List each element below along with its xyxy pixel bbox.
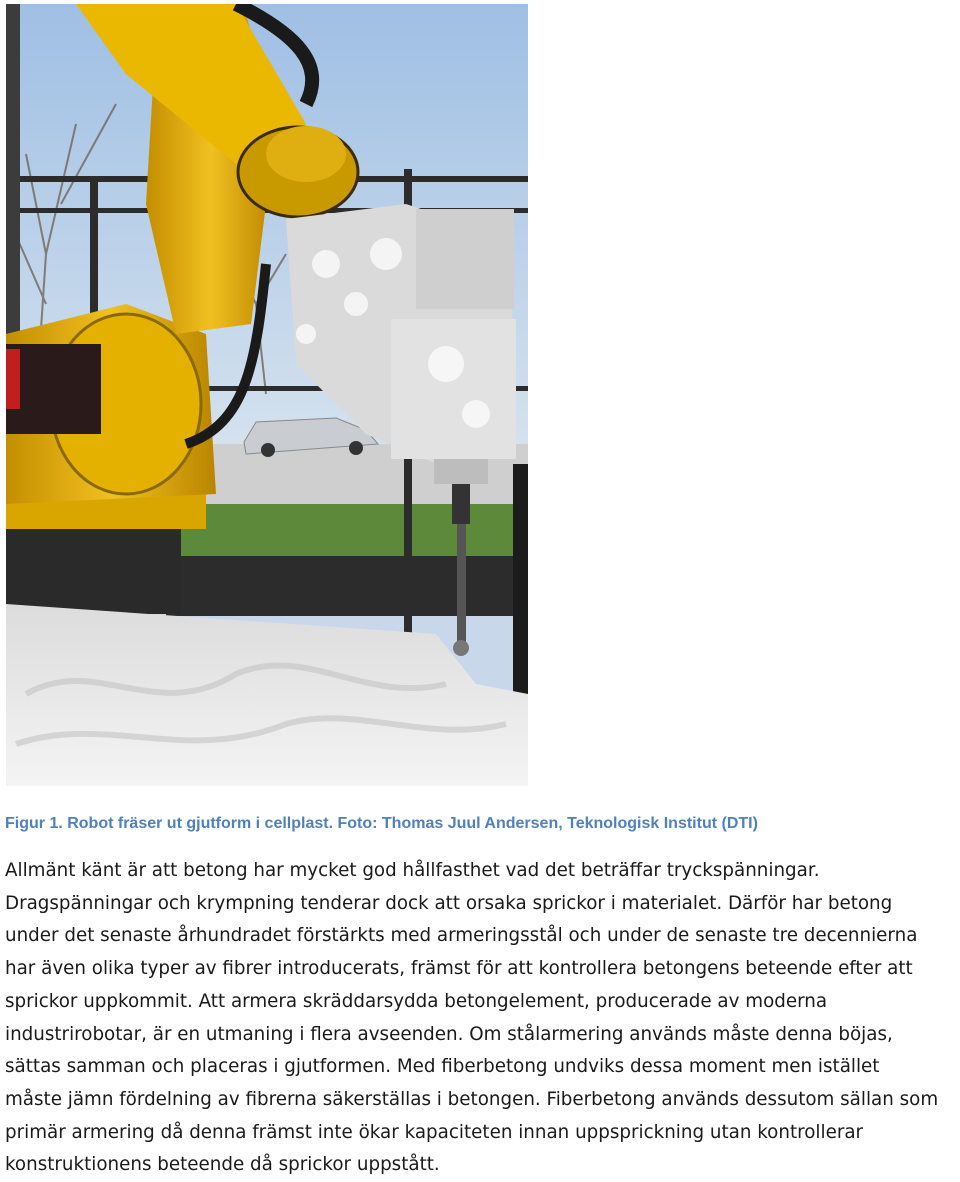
paragraph-line: Dragspänningar och krympning tenderar dock att orsaka sprickor i materialet. Därför har betong [5,892,893,914]
paragraph-line: industrirobotar, är en utmaning i flera avseenden. Om stålarmering används måste denna böjas, [5,1023,893,1045]
body-paragraph [5,855,957,1182]
photo-illustration [6,4,528,786]
paragraph-line: konstruktionens beteende då sprickor uppstått. [5,1154,440,1176]
paragraph-line: primär armering då denna främst inte ökar kapaciteten innan uppsprickning utan kontrollerar [5,1121,864,1143]
paragraph-line: Allmänt känt är att betong har mycket god hållfasthet vad det beträffar tryckspänningar. [5,860,820,881]
paragraph-line: sättas samman och placeras i gjutformen. Med fiberbetong undviks dessa moment men istället [5,1056,880,1078]
figure-caption: Figur 1. Robot fräser ut gjutform i cellplast. Foto: Thomas Juul Andersen, Teknologisk Institut (DTI) [5,815,758,832]
paragraph-line: måste jämn fördelning av fibrerna säkerställas i betongen. Fiberbetong används dessutom sällan som [5,1088,939,1110]
paragraph-line: under det senaste århundradet förstärkts med armeringsstål och under de senaste tre decennierna [5,925,918,947]
paragraph-line: har även olika typer av fibrer introducerats, främst för att kontrollera betongens beteende efter att [5,958,913,980]
robot-milling-photo [6,4,528,786]
paragraph-line: sprickor uppkommit. Att armera skräddarsydda betongelement, producerade av moderna [5,990,828,1012]
